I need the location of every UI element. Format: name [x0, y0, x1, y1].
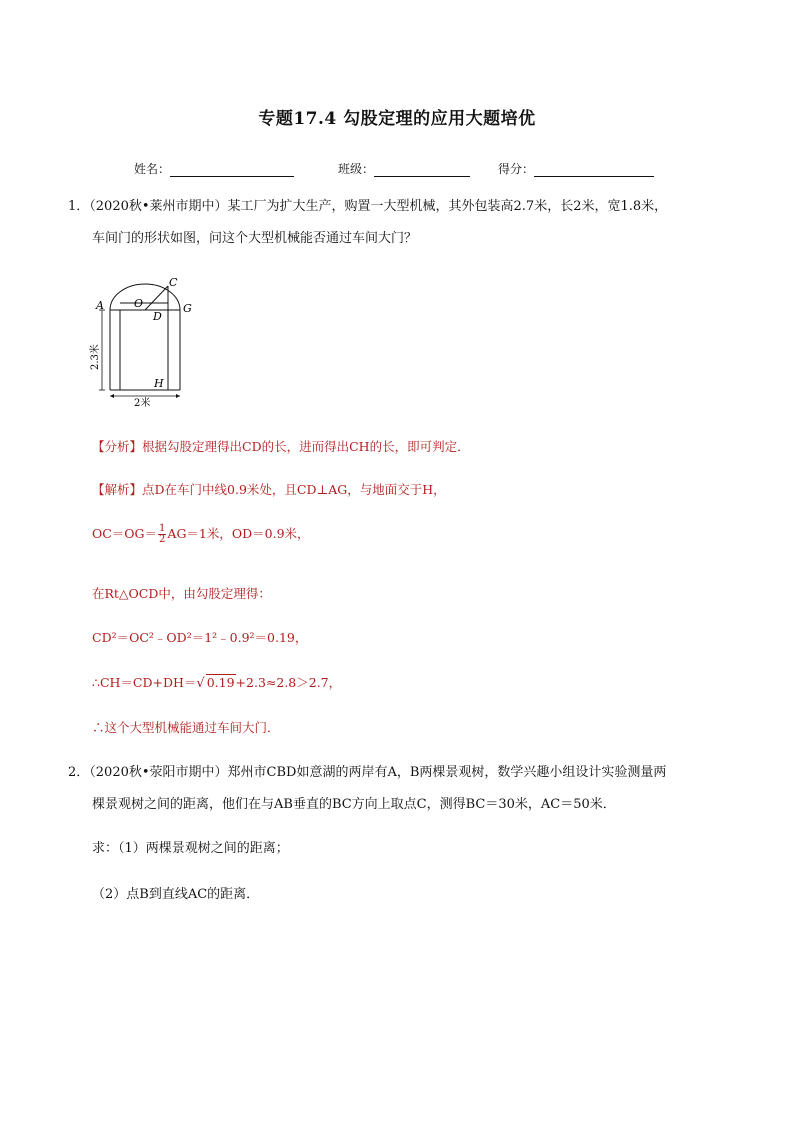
label-c: C [169, 276, 178, 289]
solution-line-1: 【解析】点D在车门中线0.9米处，且CD⊥AG，与地面交于H， [92, 482, 446, 497]
sqrt-sign: √ [196, 676, 205, 691]
solution-tag: 【解析】 [92, 482, 143, 497]
label-height: 2.3米 [90, 344, 101, 370]
analysis-text: 根据勾股定理得出CD的长，进而得出CH的长，即可判定． [142, 439, 470, 454]
analysis-tag: 【分析】 [92, 439, 143, 454]
question-2-line-3: 求：（1）两棵景观树之间的距离； [92, 841, 289, 856]
question-2-line-1: 2．（2020秋•荥阳市期中）郑州市CBD如意湖的两岸有A，B两棵景观树，数学兴趣小组设计实验测量两 [68, 765, 667, 780]
question-1-number: 1． [68, 199, 90, 214]
score-field [498, 160, 654, 177]
class-blank [374, 164, 470, 177]
fraction-half: $\frac{1}{2}$ [159, 523, 166, 545]
label-g: G [183, 302, 192, 315]
analysis [92, 437, 470, 455]
solution-line-5: ∴CH＝CD+DH＝√ 0.19+2.3≈2.8＞2.7， [92, 675, 342, 691]
name-label: 姓名： [134, 162, 171, 176]
solution-line-2: OC＝OG＝ $\frac{1}{2}$ AG＝1米，OD＝0.9米， [92, 523, 310, 545]
label-h: H [154, 377, 164, 390]
label-width: 2米 [134, 398, 151, 409]
question-1-line-2: 车间门的形状如图，问这个大型机械能否通过车间大门？ [92, 231, 418, 246]
page-title: 专题17.4 勾股定理的应用大题培优 [258, 109, 536, 129]
label-o: O [134, 297, 144, 310]
solution-line-4: CD²＝OC²﹣OD²＝1²﹣0.9²＝0.19， [92, 630, 308, 645]
name-field [134, 160, 294, 177]
name-blank [170, 164, 294, 177]
class-field [338, 160, 470, 177]
question-1-line-1: 1．（2020秋•莱州市期中）某工厂为扩大生产，购置一大型机械，其外包装高2.7米，长2米，宽1.8米， [68, 199, 668, 214]
class-label: 班级： [338, 162, 375, 176]
question-2-line-2: 棵景观树之间的距离，他们在与AB垂直的BC方向上取点C，测得BC＝30米，AC＝50米． [92, 797, 616, 812]
score-label: 得分： [498, 162, 535, 176]
question-2-number: 2． [68, 765, 90, 780]
score-blank [534, 164, 654, 177]
question-2-line-4: （2）点B到直线AC的距离． [92, 887, 260, 902]
door-diagram [92, 274, 222, 414]
solution-line-3: 在Rt△OCD中，由勾股定理得： [92, 586, 271, 601]
solution-line-6: ∴这个大型机械能通过车间大门． [92, 720, 280, 735]
label-d: D [153, 310, 162, 323]
sqrt-value: 0.19 [206, 675, 235, 690]
label-a: A [96, 299, 104, 312]
